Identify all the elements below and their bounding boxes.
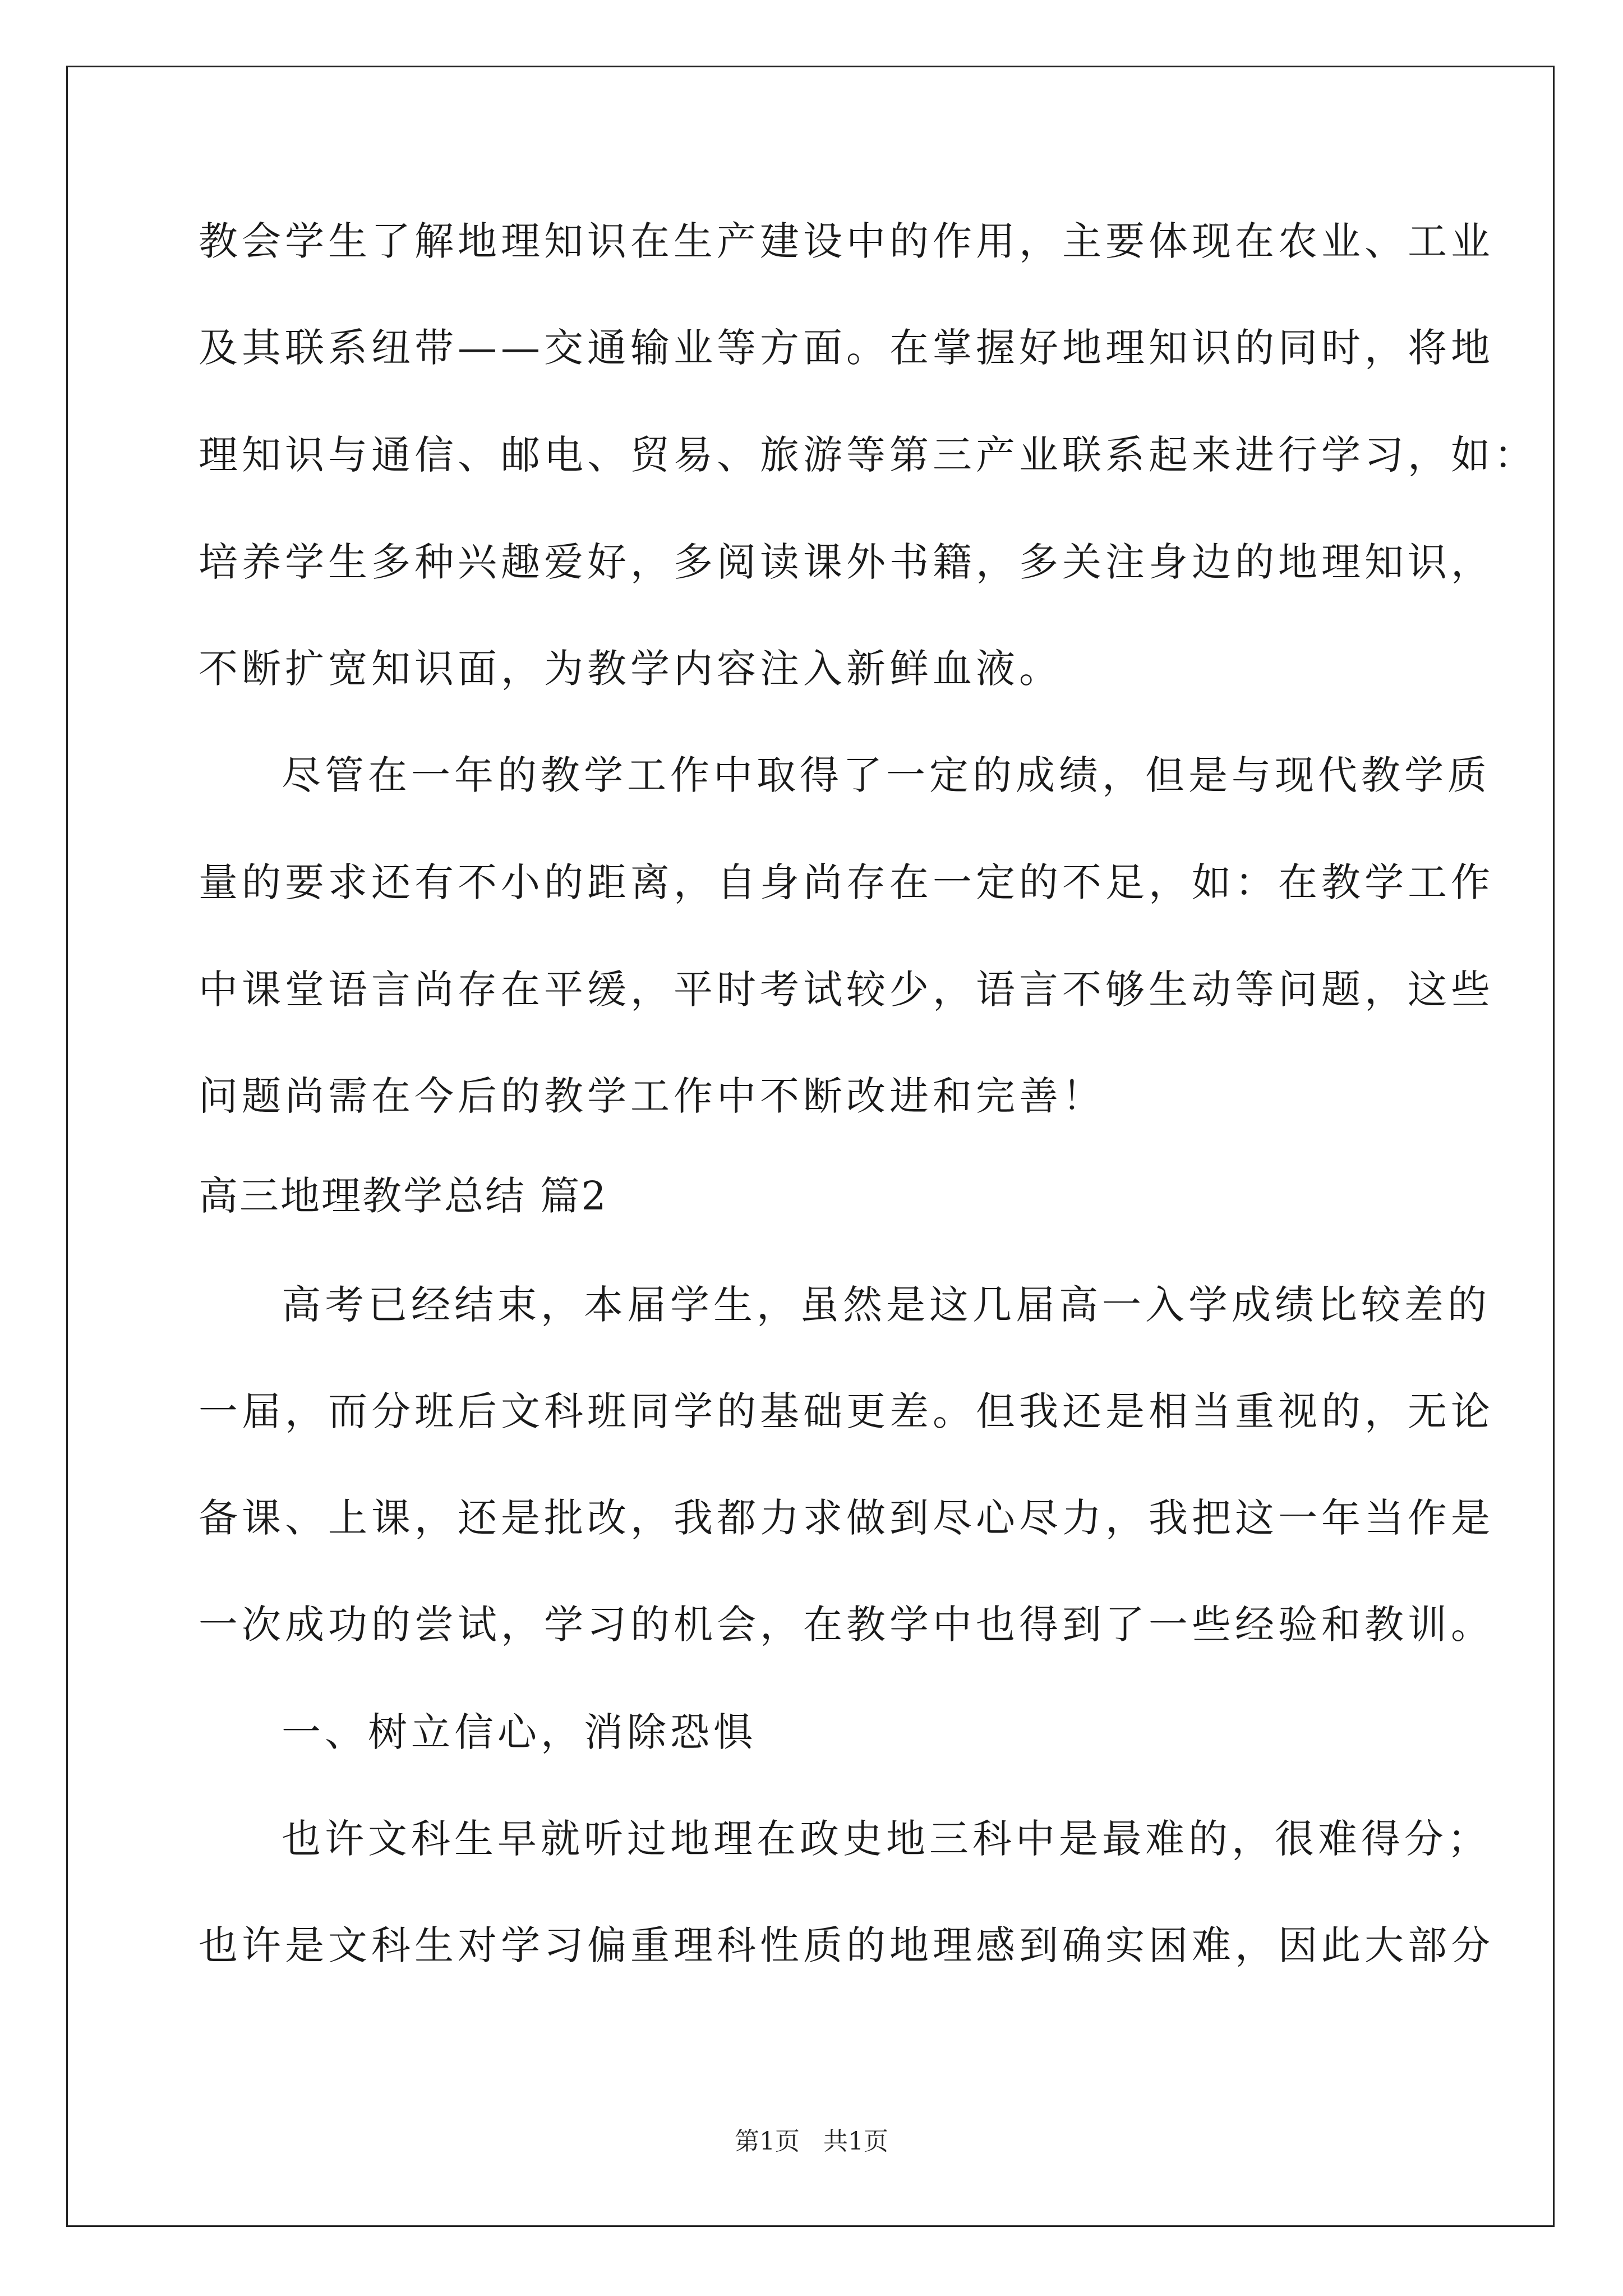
text-line: 问题尚需在今后的教学工作中不断改进和完善！ [199,1073,1105,1119]
text-line: 理知识与通信、邮电、贸易、旅游等第三产业联系起来进行学习，如： [199,432,1537,478]
page-footer: 第1页 共1页 [735,2127,888,2156]
text-line: 及其联系纽带——交通输业等方面。在掌握好地理知识的同时，将地 [199,325,1494,371]
text-line: 也许是文科生对学习偏重理科性质的地理感到确实困难，因此大部分 [199,1922,1494,1968]
paragraph-first-line: 高考已经结束，本届学生，虽然是这几届高一入学成绩比较差的 [282,1282,1491,1328]
paragraph-first-line: 尽管在一年的教学工作中取得了一定的成绩，但是与现代教学质 [282,752,1491,798]
text-line: 一次成功的尝试，学习的机会，在教学中也得到了一些经验和教训。 [199,1602,1494,1648]
text-line: 中课堂语言尚存在平缓，平时考试较少，语言不够生动等问题，这些 [199,967,1494,1013]
text-line: 一届，而分班后文科班同学的基础更差。但我还是相当重视的，无论 [199,1388,1494,1434]
text-line: 培养学生多种兴趣爱好，多阅读课外书籍，多关注身边的地理知识， [199,539,1494,585]
text-line: 教会学生了解地理知识在生产建设中的作用，主要体现在农业、工业 [199,218,1494,264]
subsection-heading: 一、树立信心，消除恐惧 [282,1709,757,1755]
section-heading: 高三地理教学总结 篇2 [199,1173,608,1219]
text-line: 不断扩宽知识面，为教学内容注入新鲜血液。 [199,646,1062,692]
page-border [66,66,1555,2227]
text-line: 量的要求还有不小的距离，自身尚存在一定的不足，如：在教学工作 [199,859,1494,905]
paragraph-first-line: 也许文科生早就听过地理在政史地三科中是最难的，很难得分； [282,1816,1491,1862]
text-line: 备课、上课，还是批改，我都力求做到尽心尽力，我把这一年当作是 [199,1495,1494,1541]
